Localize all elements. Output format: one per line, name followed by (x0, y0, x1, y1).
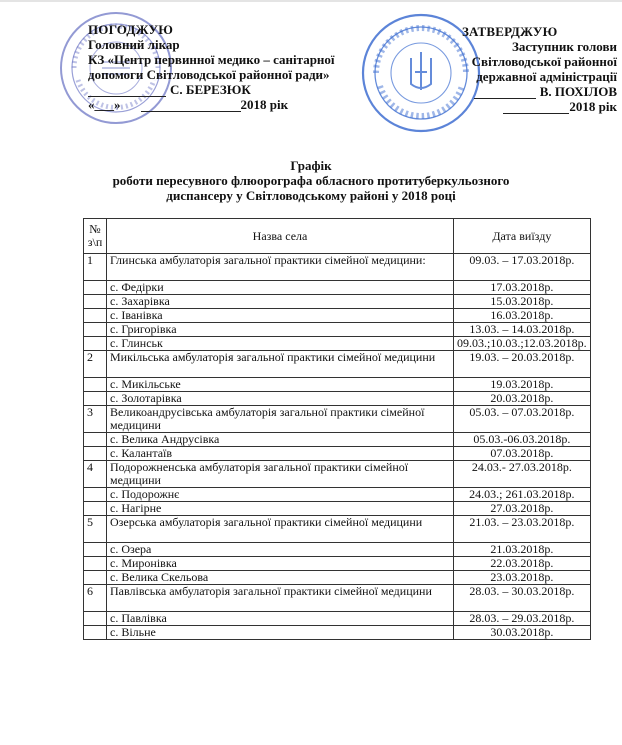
row-date: 20.03.2018р. (454, 392, 591, 406)
row-name: с. Золотарівка (107, 392, 454, 406)
table-row-village (84, 433, 591, 447)
row-number (84, 295, 107, 309)
row-number (84, 323, 107, 337)
row-date: 17.03.2018р. (454, 281, 591, 295)
row-name: Великоандрусівська амбулаторія загальної практики сімейної медицини (107, 406, 454, 433)
row-date: 07.03.2018р. (454, 447, 591, 461)
date-line (503, 103, 569, 114)
row-number (84, 626, 107, 640)
approval-left-heading: ПОГОДЖУЮ (88, 22, 174, 37)
signature-line (88, 86, 166, 97)
table-row-ambulatory (84, 461, 591, 488)
row-name: с. Миронівка (107, 557, 454, 571)
approval-right-date (432, 99, 617, 114)
scan-top-edge (0, 0, 622, 2)
row-name: с. Павлівка (107, 612, 454, 626)
table-row-village (84, 571, 591, 585)
table-row-ambulatory (84, 406, 591, 433)
row-number (84, 392, 107, 406)
row-date: 30.03.2018р. (454, 626, 591, 640)
row-name: с. Микільське (107, 378, 454, 392)
table-row-village (84, 626, 591, 640)
row-name: с. Іванівка (107, 309, 454, 323)
row-date: 27.03.2018р. (454, 502, 591, 516)
row-name: с. Озера (107, 543, 454, 557)
row-name: с. Захарівка (107, 295, 454, 309)
approval-block-left (88, 22, 363, 112)
table-body (84, 254, 591, 640)
row-name: Подорожненська амбулаторія загальної практики сімейної медицини (107, 461, 454, 488)
row-date: 28.03. – 30.03.2018р. (454, 585, 591, 612)
approval-left-position: Головний лікар (88, 37, 180, 52)
table-row-ambulatory (84, 351, 591, 378)
table-row-ambulatory (84, 585, 591, 612)
table-row-village (84, 337, 591, 351)
row-date: 16.03.2018р. (454, 309, 591, 323)
table-row-village (84, 488, 591, 502)
row-date: 22.03.2018р. (454, 557, 591, 571)
row-number (84, 309, 107, 323)
row-name: Микільська амбулаторія загальної практики сімейної медицини (107, 351, 454, 378)
row-name: с. Подорожнє (107, 488, 454, 502)
row-date: 24.03.; 261.03.2018р. (454, 488, 591, 502)
table-row-village (84, 281, 591, 295)
row-name: Павлівська амбулаторія загальної практики сімейної медицини (107, 585, 454, 612)
table-row-village (84, 557, 591, 571)
approval-right-heading: ЗАТВЕРДЖУЮ (462, 24, 558, 39)
schedule-table (83, 218, 591, 640)
approval-left-year: 2018 рік (240, 97, 289, 112)
approval-right-org-line2: державної адміністрації (476, 69, 617, 84)
approval-left-date (88, 97, 363, 112)
approval-left-org-line2: допомоги Світловодської районної ради» (88, 67, 330, 82)
title-line-1: Графік (290, 158, 332, 173)
row-date: 23.03.2018р. (454, 571, 591, 585)
row-date: 05.03. – 07.03.2018р. (454, 406, 591, 433)
row-date: 09.03.;10.03.;12.03.2018р. (454, 337, 591, 351)
table-row-village (84, 612, 591, 626)
row-date: 05.03.-06.03.2018р. (454, 433, 591, 447)
row-number: 1 (84, 254, 107, 281)
header-village-name: Назва села (107, 219, 454, 254)
row-number: 4 (84, 461, 107, 488)
document-title (0, 158, 622, 203)
approval-right-signer: В. ПОХІЛОВ (539, 84, 617, 99)
table-row-ambulatory (84, 254, 591, 281)
approval-left-org-line1: КЗ «Центр первинної медико – санітарної (88, 52, 335, 67)
table-row-village (84, 502, 591, 516)
row-date: 15.03.2018р. (454, 295, 591, 309)
table-row-village (84, 295, 591, 309)
row-number (84, 281, 107, 295)
row-number (84, 378, 107, 392)
row-name: с. Нагірне (107, 502, 454, 516)
approval-right-year: 2018 рік (569, 99, 617, 114)
row-name: Озерська амбулаторія загальної практики сімейної медицини (107, 516, 454, 543)
row-date: 19.03. – 20.03.2018р. (454, 351, 591, 378)
row-number (84, 433, 107, 447)
approval-right-org-line1: Світловодської районної (471, 54, 617, 69)
row-number (84, 337, 107, 351)
table-row-village (84, 309, 591, 323)
row-name: с. Велика Андрусівка (107, 433, 454, 447)
approval-right-signature (432, 84, 617, 99)
header-departure-date: Дата виїзду (454, 219, 591, 254)
row-name: с. Федірки (107, 281, 454, 295)
row-date: 09.03. – 17.03.2018р. (454, 254, 591, 281)
row-number (84, 543, 107, 557)
row-name: с. Глинськ (107, 337, 454, 351)
approval-right-position: Заступник голови (512, 39, 617, 54)
row-name: с. Григорівка (107, 323, 454, 337)
title-line-2: роботи пересувного флюорографа обласного протитуберкульозного (112, 173, 510, 188)
row-number: 2 (84, 351, 107, 378)
row-number: 5 (84, 516, 107, 543)
row-number (84, 502, 107, 516)
table-row-village (84, 543, 591, 557)
row-number (84, 488, 107, 502)
row-date: 28.03. – 29.03.2018р. (454, 612, 591, 626)
row-name: с. Вільне (107, 626, 454, 640)
row-date: 24.03.- 27.03.2018р. (454, 461, 591, 488)
row-date: 19.03.2018р. (454, 378, 591, 392)
row-date: 21.03. – 23.03.2018р. (454, 516, 591, 543)
table-header-row (84, 219, 591, 254)
approval-left-signer: С. БЕРЕЗЮК (170, 82, 251, 97)
table-row-ambulatory (84, 516, 591, 543)
row-name: с. Калантаїв (107, 447, 454, 461)
row-name: Глинська амбулаторія загальної практики сімейної медицини: (107, 254, 454, 281)
row-number (84, 447, 107, 461)
date-line (141, 101, 241, 112)
row-name: с. Велика Скельова (107, 571, 454, 585)
row-number (84, 612, 107, 626)
title-line-3: диспансеру у Світловодському районі у 2018 році (166, 188, 456, 203)
row-date: 13.03. – 14.03.2018р. (454, 323, 591, 337)
row-number: 6 (84, 585, 107, 612)
signature-line (474, 88, 536, 99)
table-row-village (84, 378, 591, 392)
header-number: № з\п (84, 219, 107, 254)
approval-left-signature (88, 82, 363, 97)
row-number (84, 557, 107, 571)
row-date: 21.03.2018р. (454, 543, 591, 557)
row-number: 3 (84, 406, 107, 433)
table-row-village (84, 323, 591, 337)
approval-block-right (432, 24, 617, 114)
table-row-village (84, 392, 591, 406)
approval-left-date-prefix: «___» (88, 97, 121, 112)
table-row-village (84, 447, 591, 461)
row-number (84, 571, 107, 585)
